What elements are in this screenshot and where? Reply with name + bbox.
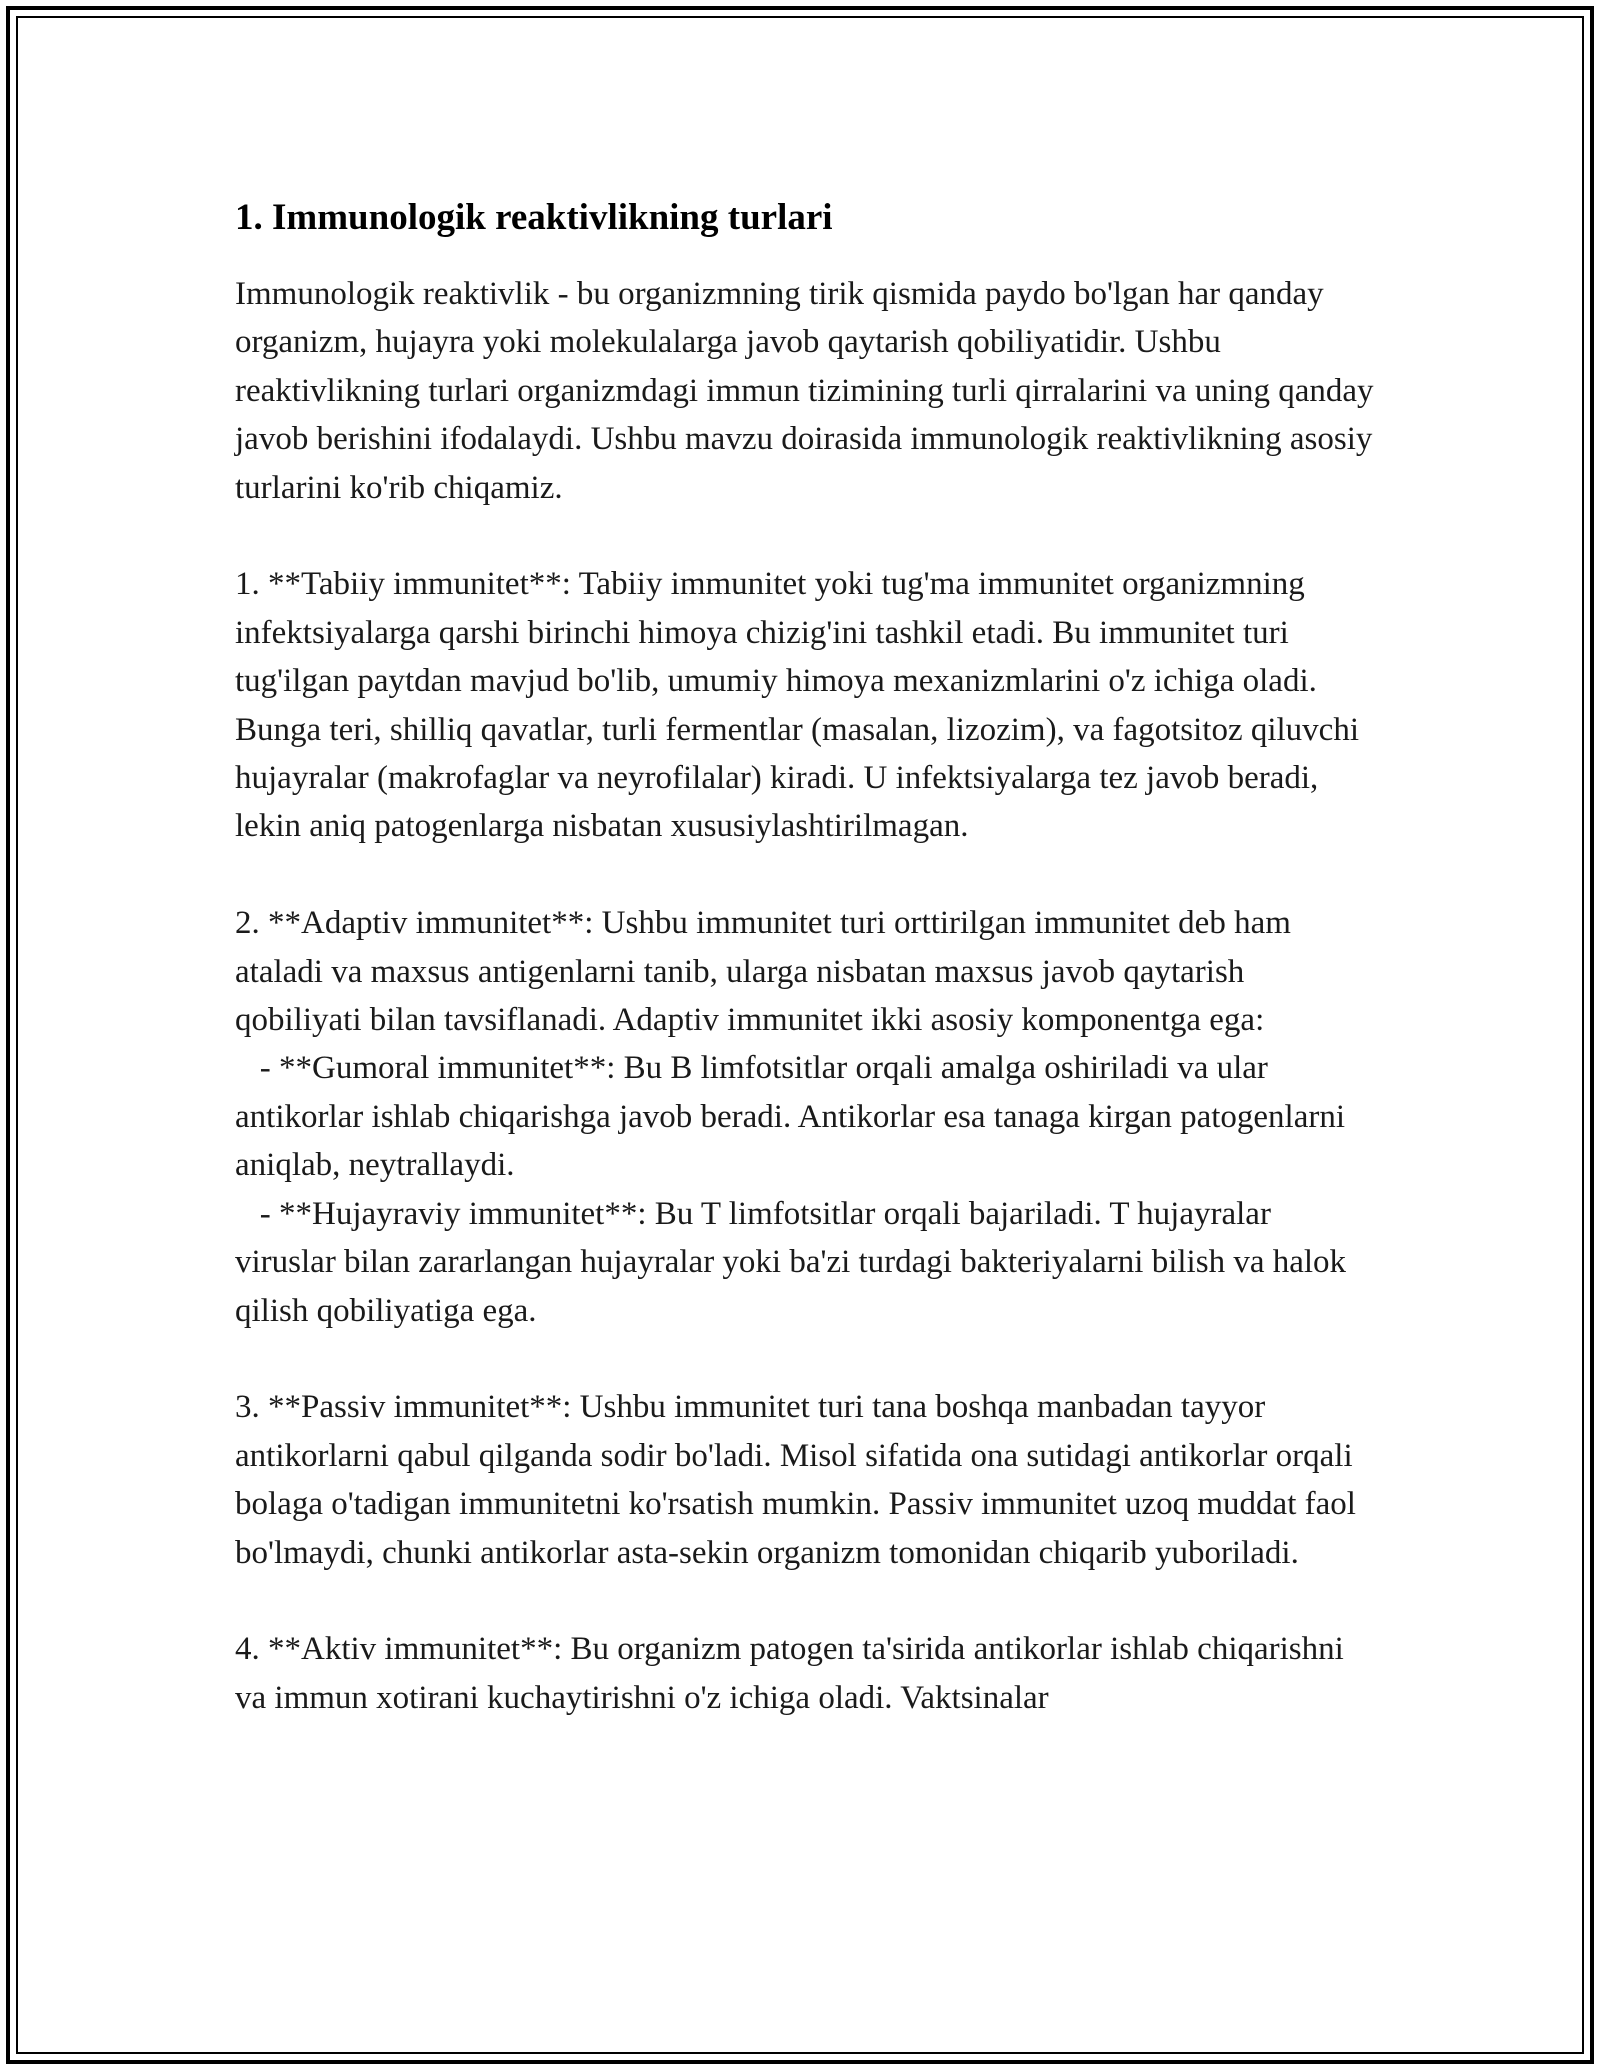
intro-paragraph: Immunologik reaktivlik - bu organizmning tirik qismida paydo bo'lgan har qanday organizm, hujayra yoki molekulalarga javob qaytarish qobiliyatidir. Ushbu reaktivlikning turlari organizmdagi immun tizimining turli qirralarini va uning qanday javob berishini ifodalaydi. Ushbu mavzu doirasida immunologik reaktivlikning asosiy turlarini ko'rib chiqamiz. (235, 276, 1382, 506)
list-item-adaptiv-immunitet: 2. **Adaptiv immunitet**: Ushbu immunitet turi orttirilgan immunitet deb ham ataladi va maxsus antigenlarni tanib, ularga nisbatan maxsus javob qaytarish qobiliyati bilan tavsiflanadi. Adaptiv immunitet ikki asosiy komponentga ega: (235, 905, 1300, 1039)
list-item-tabiiy-immunitet: 1. **Tabiiy immunitet**: Tabiiy immunitet yoki tug'ma immunitet organizmning infektsiyalarga qarshi birinchi himoya chizig'ini tashkil etadi. Bu immunitet turi tug'ilgan paytdan mavjud bo'lib, umumiy himoya mexanizmlarini o'z ichiga oladi. Bunga teri, shilliq qavatlar, turli fermentlar (masalan, lizozim), va fagotsitoz qiluvchi hujayralar (makrofaglar va neyrofilalar) kiradi. U infektsiyalarga tez javob beradi, lekin aniq patogenlarga nisbatan xususiylashtirilmagan. (235, 566, 1368, 845)
sub-item-hujayraviy-immunitet: - **Hujayraviy immunitet**: Bu T limfotsitlar orqali bajariladi. T hujayralar viruslar bilan zararlangan hujayralar yoki ba'zi turdagi bakteriyalarni bilish va halok qilish qobiliyatiga ega. (235, 1195, 1355, 1329)
paragraph-spacer (235, 851, 1375, 899)
document-body (235, 180, 1382, 1722)
section-heading: 1. Immunologik reaktivlikning turlari (235, 197, 833, 238)
list-item-aktiv-immunitet: 4. **Aktiv immunitet**: Bu organizm patogen ta'sirida antikorlar ishlab chiqarishni va immun xotirani kuchaytirishni o'z ichiga oladi. Vaktsinalar (235, 1631, 1353, 1716)
paragraph-spacer (235, 1577, 1375, 1625)
sub-item-gumoral-immunitet: - **Gumoral immunitet**: Bu B limfotsitlar orqali amalga oshiriladi va ular antikorlar ishlab chiqarishga javob beradi. Antikorlar esa tanaga kirgan patogenlarni aniqlab, neytrallaydi. (235, 1050, 1354, 1184)
list-item-passiv-immunitet: 3. **Passiv immunitet**: Ushbu immunitet turi tana boshqa manbadan tayyor antikorlarni qabul qilganda sodir bo'ladi. Misol sifatida ona sutidagi antikorlar orqali bolaga o'tadigan immunitetni ko'rsatish mumkin. Passiv immunitet uzoq muddat faol bo'lmaydi, chunki antikorlar asta-sekin organizm tomonidan chiqarib yuboriladi. (235, 1389, 1365, 1571)
paragraph-spacer (235, 512, 1375, 560)
paragraph-spacer (235, 1335, 1375, 1383)
